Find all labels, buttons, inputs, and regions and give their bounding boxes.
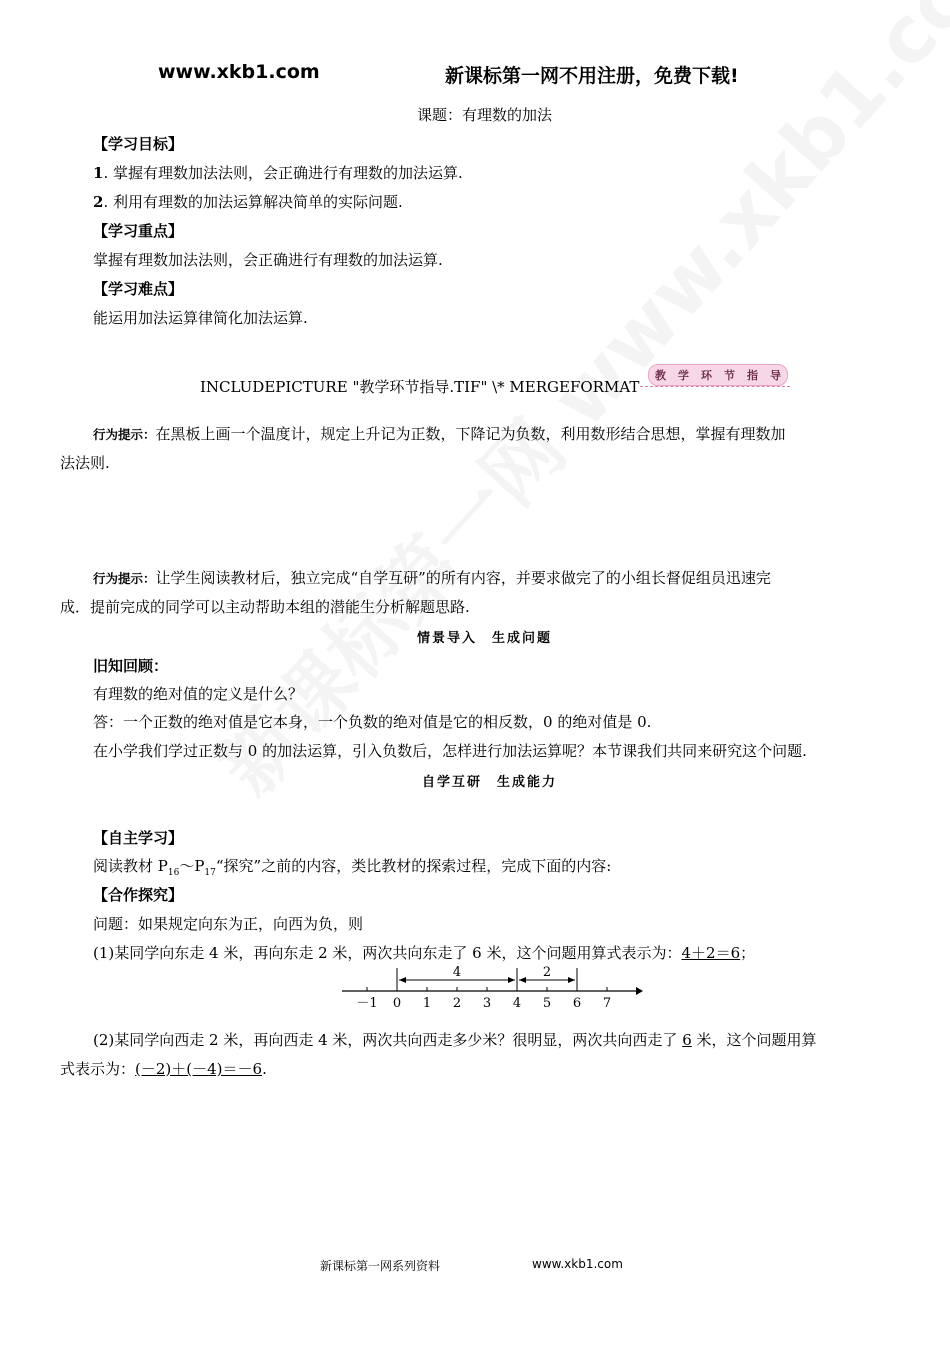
q1-answer: 4＋2＝6 bbox=[681, 944, 741, 962]
coop-heading: 【合作探究】 bbox=[93, 886, 184, 904]
key-points-text: 掌握有理数加法法则，会正确进行有理数的加法运算. bbox=[93, 251, 443, 269]
badge-char: 教 bbox=[655, 369, 666, 382]
objective-text: . 利用有理数的加法运算解决简单的实际问题. bbox=[103, 193, 403, 211]
q2-text-c: 式表示为： bbox=[60, 1060, 136, 1078]
watermark bbox=[190, 0, 950, 815]
arrow-2-label: 2 bbox=[542, 965, 552, 980]
page-sub-1: 16 bbox=[167, 868, 180, 878]
self-study-text-b: ～P bbox=[179, 857, 205, 875]
badge-char: 环 bbox=[701, 369, 712, 382]
q2-text-b: 米，这个问题用算 bbox=[691, 1031, 817, 1049]
review-intro: 在小学我们学过正数与 0 的加法运算，引入负数后，怎样进行加法运算呢？本节课我们共同来研究这个问题. bbox=[93, 742, 807, 760]
q2-answer: (－2)＋(－4)＝－6 bbox=[135, 1060, 263, 1078]
footer-left: 新课标第一网系列资料 bbox=[320, 1259, 441, 1273]
number-line-tick-label: 7 bbox=[602, 996, 612, 1011]
include-picture-field: INCLUDEPICTURE "教学环节指导.TIF" \* MERGEFORMAT bbox=[200, 378, 640, 396]
difficulties-heading: 【学习难点】 bbox=[93, 280, 184, 298]
badge-char: 学 bbox=[678, 369, 689, 382]
objective-num: 1 bbox=[93, 164, 104, 182]
tip2-line1 bbox=[93, 568, 771, 589]
tip1-label: 行为提示： bbox=[93, 427, 156, 442]
review-heading: 旧知回顾： bbox=[93, 657, 169, 675]
number-line-tick-label: 6 bbox=[572, 996, 582, 1011]
q1-text: (1)某同学向东走 4 米，再向东走 2 米，两次共向东走了 6 米，这个问题用算式表示为： bbox=[93, 944, 682, 962]
header-site[interactable]: www.xkb1.com bbox=[158, 61, 320, 83]
q1-end: ； bbox=[740, 944, 756, 962]
q2-end: . bbox=[262, 1060, 267, 1078]
difficulties-text: 能运用加法运算律简化加法运算. bbox=[93, 309, 308, 327]
objectives-heading: 【学习目标】 bbox=[93, 135, 184, 153]
review-question: 有理数的绝对值的定义是什么？ bbox=[93, 685, 304, 703]
number-line-tick-label: －1 bbox=[356, 996, 378, 1011]
self-study-text-a: 阅读教材 P bbox=[93, 857, 168, 875]
objective-item-2 bbox=[93, 192, 403, 212]
badge-char: 指 bbox=[747, 369, 758, 382]
review-answer: 答：一个正数的绝对值是它本身，一个负数的绝对值是它的相反数，0 的绝对值是 0. bbox=[93, 713, 652, 731]
q2-text-a: (2)某同学向西走 2 米，再向西走 4 米，两次共向西走多少米？很明显，两次共向西走了 bbox=[93, 1031, 683, 1049]
objective-num: 2 bbox=[93, 193, 104, 211]
self-study-text-c: “探究”之前的内容，类比教材的探索过程，完成下面的内容: bbox=[215, 857, 612, 875]
number-line-tick-label: 3 bbox=[482, 996, 492, 1011]
badge-char: 导 bbox=[770, 369, 781, 382]
coop-q2-line1 bbox=[93, 1030, 817, 1050]
page-title: 课题：有理数的加法 bbox=[417, 106, 553, 124]
tip1-line1 bbox=[93, 424, 786, 445]
number-line-tick-label: 1 bbox=[422, 996, 432, 1011]
number-line-arrow-icon bbox=[636, 987, 643, 995]
tip1-line2: 法法则. bbox=[60, 454, 110, 472]
key-points-heading: 【学习重点】 bbox=[93, 222, 184, 240]
arrow-4-label: 4 bbox=[452, 965, 462, 980]
tip2-text: 让学生阅读教材后，独立完成“自学互研”的所有内容，并要求做完了的小组长督促组员迅速完 bbox=[155, 569, 771, 587]
badge-char: 节 bbox=[724, 369, 735, 382]
objective-text: . 掌握有理数加法法则，会正确进行有理数的加法运算. bbox=[103, 164, 463, 182]
header-slogan: 新课标第一网不用注册，免费下载! bbox=[445, 65, 739, 87]
number-line-figure bbox=[330, 960, 650, 1012]
tip2-line2: 成．提前完成的同学可以主动帮助本组的潜能生分析解题思路. bbox=[60, 598, 470, 616]
coop-q2-line2 bbox=[60, 1059, 267, 1079]
objective-item-1 bbox=[93, 163, 463, 183]
q2-blank: 6 bbox=[682, 1031, 692, 1049]
page-sub-2: 17 bbox=[204, 868, 216, 878]
section2-title: 自学互研 生成能力 bbox=[422, 775, 558, 790]
teaching-guide-badge bbox=[648, 364, 788, 386]
self-study-text bbox=[93, 856, 611, 883]
section1-title: 情景导入 生成问题 bbox=[417, 631, 553, 646]
number-line-tick-label: 5 bbox=[542, 996, 552, 1011]
coop-problem: 问题：如果规定向东为正，向西为负，则 bbox=[93, 915, 364, 933]
number-line-tick-label: 2 bbox=[452, 996, 462, 1011]
tip2-label: 行为提示： bbox=[93, 571, 156, 586]
number-line-tick-label: 4 bbox=[512, 996, 522, 1011]
badge-dashed-underline bbox=[640, 386, 790, 387]
number-line-tick-label: 0 bbox=[392, 996, 402, 1011]
self-study-heading: 【自主学习】 bbox=[93, 829, 184, 847]
tip1-text: 在黑板上画一个温度计，规定上升记为正数，下降记为负数，利用数形结合思想，掌握有理数加 bbox=[155, 425, 786, 443]
footer-right[interactable]: www.xkb1.com bbox=[532, 1257, 623, 1271]
